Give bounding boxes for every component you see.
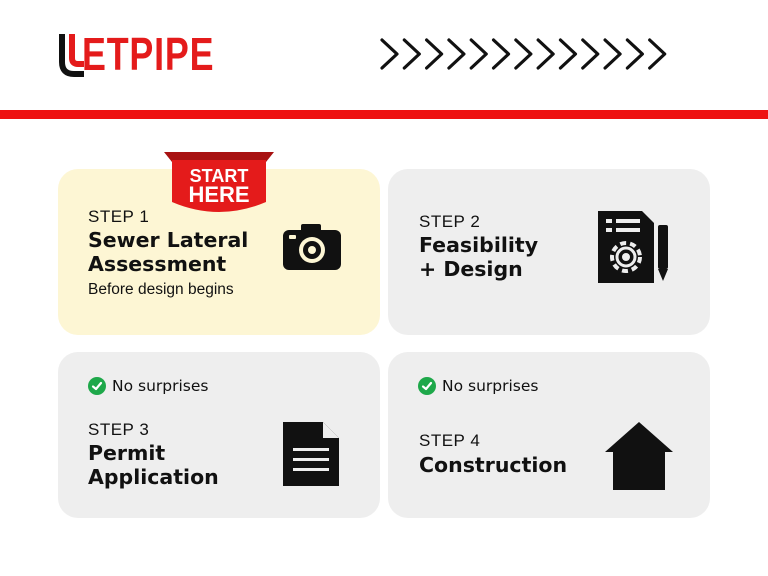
chevron-mark <box>627 40 642 68</box>
no-surprises-note <box>418 377 538 395</box>
check-circle-icon <box>88 377 106 395</box>
chevron-mark <box>583 40 598 68</box>
chevron-mark <box>560 40 575 68</box>
camera-icon <box>283 224 341 270</box>
step-label: STEP 1 <box>88 207 150 226</box>
chevron-mark <box>471 40 486 68</box>
badge-line-2: HERE <box>188 182 250 207</box>
header-divider <box>0 110 768 119</box>
step-title-line-1: Feasibility <box>419 233 539 257</box>
step-title <box>88 441 219 489</box>
design-document-gear-icon <box>596 209 672 285</box>
note-text: No surprises <box>112 377 209 395</box>
chevron-arrows-icon <box>378 34 682 74</box>
step-title-line-1: Sewer Lateral <box>88 228 249 252</box>
no-surprises-note <box>88 377 208 395</box>
step-title <box>88 228 248 276</box>
logo-text: ETPIPE <box>82 28 215 80</box>
chevron-mark <box>449 40 464 68</box>
step-label: STEP 2 <box>419 212 481 231</box>
note-text: No surprises <box>442 377 539 395</box>
step-label: STEP 4 <box>419 431 481 450</box>
step-title <box>419 233 538 281</box>
chevron-mark <box>650 40 665 68</box>
step-card-2[interactable] <box>388 169 710 335</box>
chevron-mark <box>538 40 553 68</box>
chevron-mark <box>427 40 442 68</box>
step-title: Construction <box>419 453 568 477</box>
chevron-mark <box>605 40 620 68</box>
step-card-4[interactable] <box>388 352 710 518</box>
step-title-line-2: Assessment <box>88 252 227 276</box>
step-title-line-2: + Design <box>419 257 523 281</box>
chevron-mark <box>516 40 531 68</box>
house-icon <box>605 422 673 490</box>
step-subtitle: Before design begins <box>88 281 234 298</box>
chevron-mark <box>404 40 419 68</box>
step-title-line-1: Permit <box>88 441 166 465</box>
start-here-badge <box>162 152 276 220</box>
company-logo <box>58 22 215 86</box>
step-label: STEP 3 <box>88 420 150 439</box>
step-card-3[interactable] <box>58 352 380 518</box>
check-circle-icon <box>418 377 436 395</box>
chevron-mark <box>494 40 509 68</box>
step-title-line-2: Application <box>88 465 219 489</box>
document-icon <box>281 420 341 488</box>
badge-line-1: START <box>189 166 249 186</box>
chevron-mark <box>382 40 397 68</box>
